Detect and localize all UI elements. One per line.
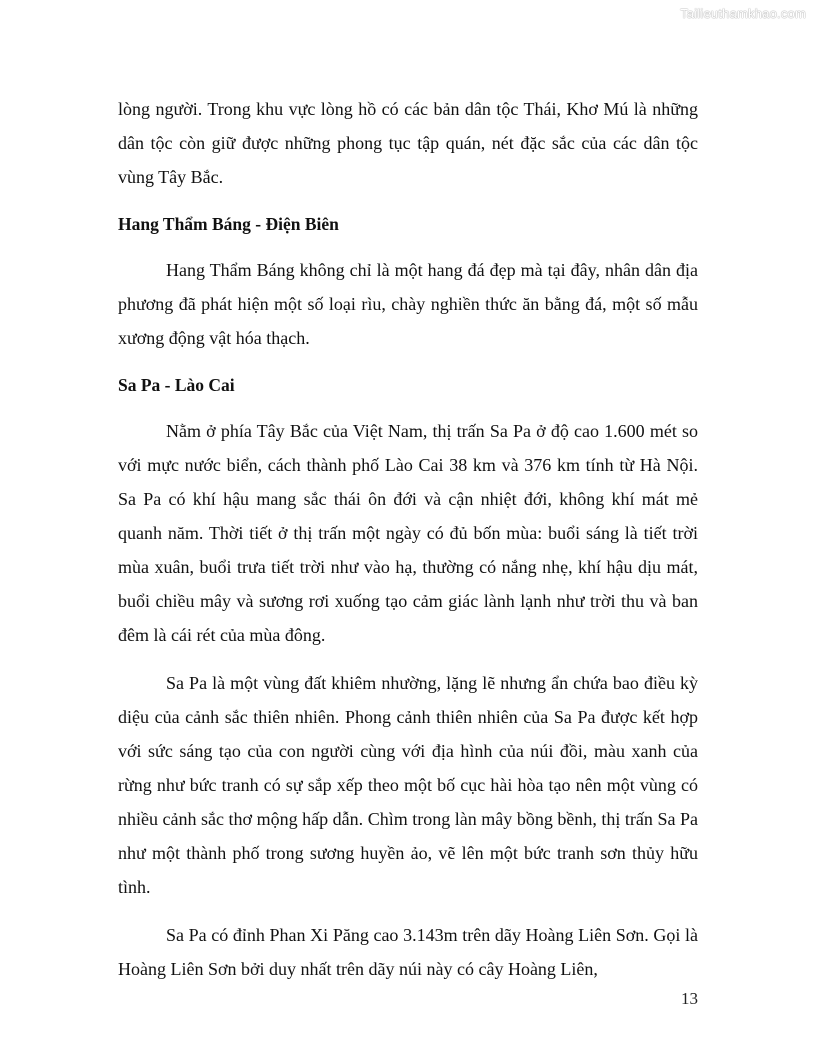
- continuation-paragraph: lòng người. Trong khu vực lòng hồ có các bản dân tộc Thái, Khơ Mú là những dân tộc còn giữ được những phong tục tập quán, nét đặc sắc của các dân tộc vùng Tây Bắc.: [118, 99, 698, 187]
- document-page-body: [118, 92, 698, 986]
- watermark-text: Tailieuthamkhao.com: [680, 6, 806, 21]
- paragraph-hang-tham-bang: Hang Thẩm Báng không chỉ là một hang đá đẹp mà tại đây, nhân dân địa phương đã phát hiện một số loại rìu, chày nghiền thức ăn bằng đá, một số mẫu xương động vật hóa thạch.: [118, 260, 698, 348]
- page-number: 13: [681, 989, 698, 1008]
- paragraph-sa-pa-scenery: Sa Pa là một vùng đất khiêm nhường, lặng lẽ nhưng ẩn chứa bao điều kỳ diệu của cảnh sắc thiên nhiên. Phong cảnh thiên nhiên của Sa Pa được kết hợp với sức sáng tạo của con người cùng với địa hình của núi đồi, màu xanh của rừng như bức tranh có sự sắp xếp theo một bố cục hài hòa tạo nên một vùng có nhiều cảnh sắc thơ mộng hấp dẫn. Chìm trong làn mây bồng bềnh, thị trấn Sa Pa như một thành phố trong sương huyền ảo, vẽ lên một bức tranh sơn thủy hữu tình.: [118, 673, 698, 897]
- section-heading-hang-tham-bang: Hang Thẩm Báng - Điện Biên: [118, 214, 339, 234]
- paragraph-sa-pa-climate: Nằm ở phía Tây Bắc của Việt Nam, thị trấn Sa Pa ở độ cao 1.600 mét so với mực nước biển, cách thành phố Lào Cai 38 km và 376 km tính từ Hà Nội. Sa Pa có khí hậu mang sắc thái ôn đới và cận nhiệt đới, không khí mát mẻ quanh năm. Thời tiết ở thị trấn một ngày có đủ bốn mùa: buổi sáng là tiết trời mùa xuân, buổi trưa tiết trời như vào hạ, thường có nắng nhẹ, khí hậu dịu mát, buổi chiều mây và sương rơi xuống tạo cảm giác lành lạnh như trời thu và ban đêm là cái rét của mùa đông.: [118, 421, 698, 645]
- section-heading-sa-pa: Sa Pa - Lào Cai: [118, 375, 235, 395]
- paragraph-sa-pa-phan-xi-pang: Sa Pa có đỉnh Phan Xi Păng cao 3.143m trên dãy Hoàng Liên Sơn. Gọi là Hoàng Liên Sơn bởi duy nhất trên dãy núi này có cây Hoàng Liên,: [118, 925, 698, 979]
